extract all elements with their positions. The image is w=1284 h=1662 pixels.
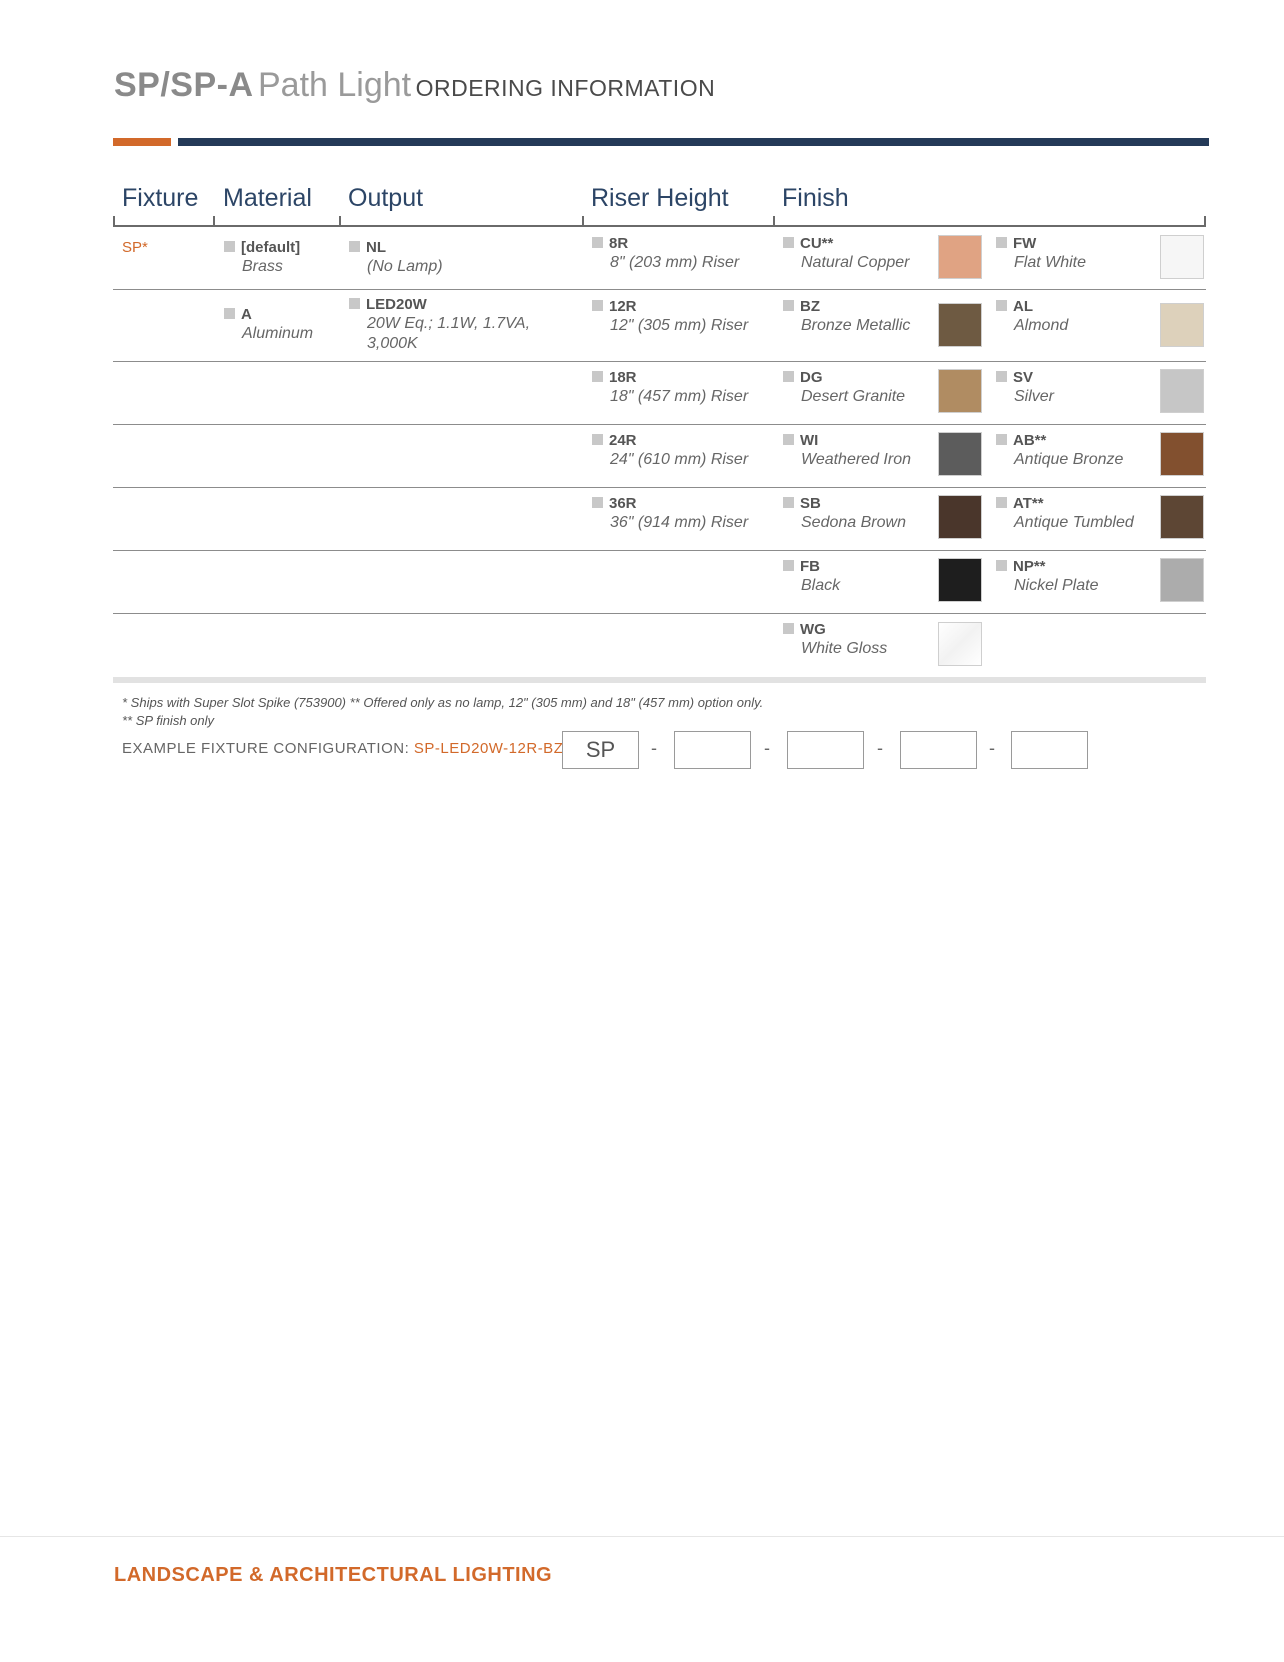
finish-code: BZ bbox=[800, 298, 820, 315]
row-divider bbox=[113, 487, 1206, 488]
finish-name: Almond bbox=[1014, 317, 1069, 334]
column-header-material: Material bbox=[223, 184, 312, 212]
finish-option bbox=[996, 431, 1123, 470]
config-box-material[interactable] bbox=[674, 731, 751, 769]
finish-name: Silver bbox=[1014, 388, 1055, 405]
finish-code: DG bbox=[800, 369, 823, 386]
finish-name: Antique Bronze bbox=[1014, 451, 1124, 468]
riser-option bbox=[592, 297, 748, 336]
option-checkbox bbox=[224, 241, 235, 252]
finish-name: Desert Granite bbox=[801, 388, 906, 405]
riser-option bbox=[592, 368, 748, 407]
option-checkbox bbox=[783, 434, 794, 445]
finish-swatch-sedona-brown bbox=[938, 495, 982, 539]
config-box-output[interactable] bbox=[787, 731, 864, 769]
output-code: LED20W bbox=[366, 296, 427, 313]
material-code: A bbox=[241, 306, 252, 323]
option-checkbox bbox=[996, 560, 1007, 571]
config-box-fixture[interactable]: SP bbox=[562, 731, 639, 769]
option-checkbox bbox=[783, 497, 794, 508]
column-header-finish: Finish bbox=[782, 184, 849, 212]
option-checkbox bbox=[996, 497, 1007, 508]
finish-name: Black bbox=[801, 577, 841, 594]
row-divider bbox=[113, 289, 1206, 290]
footer-rule bbox=[0, 1536, 1284, 1537]
material-desc: Aluminum bbox=[242, 325, 314, 342]
option-checkbox bbox=[592, 434, 603, 445]
riser-desc: 12" (305 mm) Riser bbox=[610, 317, 749, 334]
fixture-option bbox=[122, 238, 148, 257]
riser-code: 8R bbox=[609, 235, 629, 252]
riser-desc: 8" (203 mm) Riser bbox=[610, 254, 740, 271]
output-option bbox=[349, 238, 443, 277]
finish-swatch-nickel-plate bbox=[1160, 558, 1204, 602]
finish-code: SB bbox=[800, 495, 821, 512]
option-checkbox bbox=[592, 237, 603, 248]
finish-code: FB bbox=[800, 558, 820, 575]
option-checkbox bbox=[783, 623, 794, 634]
finish-option bbox=[996, 234, 1086, 273]
config-separator: - bbox=[651, 738, 657, 758]
output-code: NL bbox=[366, 239, 386, 256]
option-checkbox bbox=[783, 371, 794, 382]
finish-name: Sedona Brown bbox=[801, 514, 906, 531]
option-checkbox bbox=[996, 371, 1007, 382]
finish-name: Flat White bbox=[1014, 254, 1087, 271]
finish-swatch-silver bbox=[1160, 369, 1204, 413]
material-desc: Brass bbox=[242, 258, 283, 275]
finish-option bbox=[996, 368, 1054, 407]
accent-bar-orange bbox=[113, 138, 171, 146]
finish-code: AT** bbox=[1013, 495, 1044, 512]
option-checkbox bbox=[996, 237, 1007, 248]
example-configuration bbox=[122, 740, 563, 757]
finish-option bbox=[783, 557, 840, 596]
title-section: ORDERING INFORMATION bbox=[415, 75, 716, 101]
material-option bbox=[224, 305, 313, 344]
option-checkbox bbox=[783, 560, 794, 571]
output-option bbox=[349, 295, 530, 354]
title-product-code: SP/SP-A bbox=[114, 66, 254, 104]
riser-code: 24R bbox=[609, 432, 637, 449]
row-divider bbox=[113, 361, 1206, 362]
column-tick bbox=[1204, 216, 1206, 227]
config-separator: - bbox=[877, 738, 883, 758]
output-desc: 20W Eq.; 1.1W, 1.7VA, bbox=[367, 315, 531, 332]
finish-option bbox=[783, 234, 910, 273]
option-checkbox bbox=[349, 241, 360, 252]
riser-code: 18R bbox=[609, 369, 637, 386]
finish-swatch-antique-bronze bbox=[1160, 432, 1204, 476]
riser-code: 36R bbox=[609, 495, 637, 512]
finish-code: AL bbox=[1013, 298, 1033, 315]
finish-swatch-flat-white bbox=[1160, 235, 1204, 279]
finish-name: Nickel Plate bbox=[1014, 577, 1099, 594]
config-box-riser[interactable] bbox=[900, 731, 977, 769]
finish-name: Weathered Iron bbox=[801, 451, 911, 468]
finish-name: Natural Copper bbox=[801, 254, 910, 271]
finish-code: FW bbox=[1013, 235, 1037, 252]
example-label: EXAMPLE FIXTURE CONFIGURATION: bbox=[122, 740, 410, 757]
material-option bbox=[224, 238, 300, 277]
finish-option bbox=[783, 620, 887, 659]
finish-swatch-antique-tumbled bbox=[1160, 495, 1204, 539]
finish-code: WI bbox=[800, 432, 819, 449]
footnote-1: * Ships with Super Slot Spike (753900) ** Offered only as no lamp, 12" (305 mm) and 18" (457 mm) option only. bbox=[122, 695, 764, 710]
fixture-code: SP* bbox=[122, 239, 148, 256]
config-box-finish[interactable] bbox=[1011, 731, 1088, 769]
finish-name: Bronze Metallic bbox=[801, 317, 911, 334]
finish-swatch-white-gloss bbox=[938, 622, 982, 666]
finish-option bbox=[783, 431, 911, 470]
material-code: [default] bbox=[241, 239, 301, 256]
column-tick bbox=[339, 216, 341, 227]
finish-swatch-bronze-metallic bbox=[938, 303, 982, 347]
option-checkbox bbox=[996, 300, 1007, 311]
column-header-output: Output bbox=[348, 184, 424, 212]
option-checkbox bbox=[996, 434, 1007, 445]
row-divider bbox=[113, 550, 1206, 551]
column-tick bbox=[582, 216, 584, 227]
finish-option bbox=[996, 494, 1134, 533]
option-checkbox bbox=[224, 308, 235, 319]
column-tick bbox=[773, 216, 775, 227]
riser-desc: 36" (914 mm) Riser bbox=[610, 514, 749, 531]
finish-code: SV bbox=[1013, 369, 1034, 386]
column-header-fixture: Fixture bbox=[122, 184, 199, 212]
riser-desc: 24" (610 mm) Riser bbox=[610, 451, 749, 468]
finish-swatch-weathered-iron bbox=[938, 432, 982, 476]
finish-swatch-almond bbox=[1160, 303, 1204, 347]
row-divider bbox=[113, 613, 1206, 614]
title-product-name: Path Light bbox=[258, 66, 412, 104]
footer-brand: LANDSCAPE & ARCHITECTURAL LIGHTING bbox=[114, 1564, 553, 1586]
riser-code: 12R bbox=[609, 298, 637, 315]
accent-bar-navy bbox=[178, 138, 1209, 146]
config-separator: - bbox=[989, 738, 995, 758]
row-divider bbox=[113, 424, 1206, 425]
header-rule bbox=[113, 225, 1206, 227]
finish-option bbox=[996, 557, 1098, 596]
column-header-riser-height: Riser Height bbox=[591, 184, 729, 212]
finish-option bbox=[783, 368, 905, 407]
riser-option bbox=[592, 431, 748, 470]
table-bottom-rule bbox=[113, 677, 1206, 683]
finish-swatch-desert-granite bbox=[938, 369, 982, 413]
example-value: SP-LED20W-12R-BZ bbox=[413, 740, 564, 757]
page-title bbox=[114, 66, 715, 105]
option-checkbox bbox=[783, 300, 794, 311]
column-tick bbox=[213, 216, 215, 227]
option-checkbox bbox=[783, 237, 794, 248]
finish-code: NP** bbox=[1013, 558, 1046, 575]
finish-code: AB** bbox=[1013, 432, 1047, 449]
column-tick bbox=[113, 216, 115, 227]
output-desc: 3,000K bbox=[367, 335, 418, 352]
finish-code: WG bbox=[800, 621, 826, 638]
footnote-2: ** SP finish only bbox=[122, 713, 215, 728]
option-checkbox bbox=[349, 298, 360, 309]
finish-swatch-black bbox=[938, 558, 982, 602]
output-desc: (No Lamp) bbox=[367, 258, 443, 275]
finish-option bbox=[783, 297, 910, 336]
finish-name: Antique Tumbled bbox=[1014, 514, 1134, 531]
riser-option bbox=[592, 494, 748, 533]
finish-option bbox=[996, 297, 1068, 336]
option-checkbox bbox=[592, 371, 603, 382]
riser-option bbox=[592, 234, 739, 273]
finish-code: CU** bbox=[800, 235, 834, 252]
finish-name: White Gloss bbox=[801, 640, 888, 657]
finish-swatch-natural-copper bbox=[938, 235, 982, 279]
config-separator: - bbox=[764, 738, 770, 758]
riser-desc: 18" (457 mm) Riser bbox=[610, 388, 749, 405]
option-checkbox bbox=[592, 300, 603, 311]
option-checkbox bbox=[592, 497, 603, 508]
finish-option bbox=[783, 494, 906, 533]
